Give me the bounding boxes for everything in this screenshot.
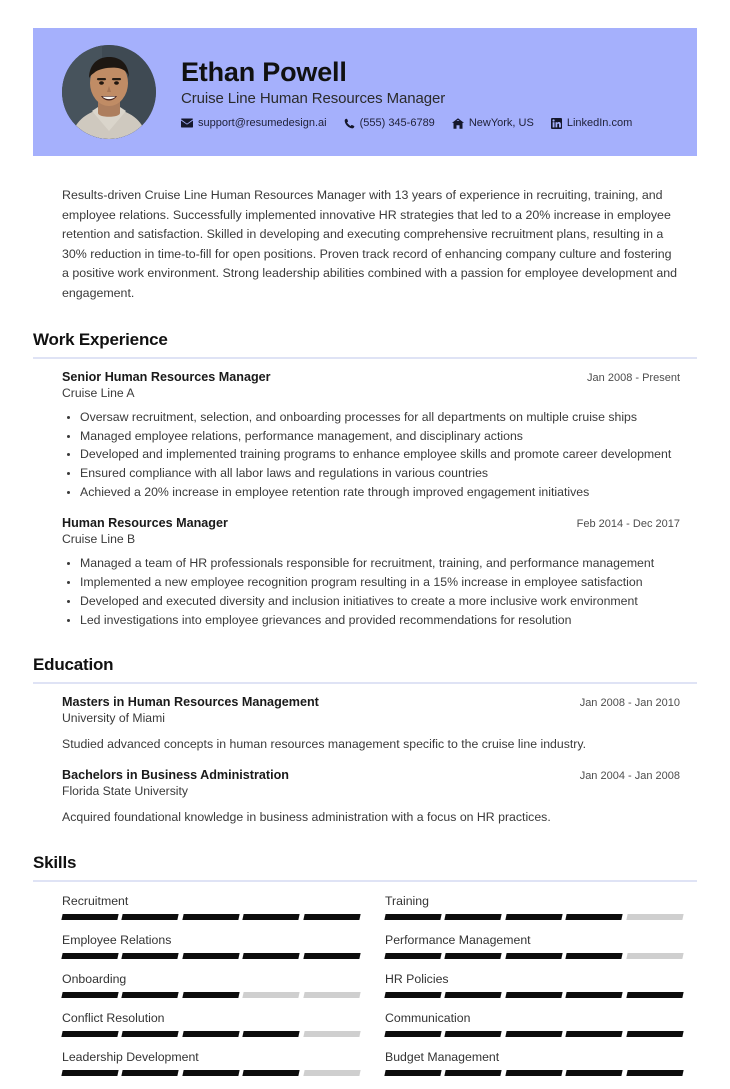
skill-rating-bar bbox=[62, 1070, 360, 1076]
resume-body bbox=[0, 156, 730, 1089]
section-skills bbox=[0, 853, 730, 1089]
skill-item bbox=[62, 1050, 360, 1089]
skill-name: Conflict Resolution bbox=[62, 1010, 165, 1025]
skill-item bbox=[62, 1011, 360, 1050]
skill-rating-segment bbox=[505, 1031, 563, 1037]
skill-name: Recruitment bbox=[62, 893, 129, 908]
skill-rating-segment bbox=[61, 1070, 119, 1076]
professional-summary: Results-driven Cruise Line Human Resources Manager with 13 years of experience in recruiting, training, and employee relations. Successfully implemented innovative HR strategies that led to a 20% increase in employee retention and satisfaction. Skilled in developing and executing comprehensive recruitment plans, resulting in a 30% reduction in time-to-fill for open positions. Proven track record of enhancing company culture and fostering a positive work environment. Strong leadership abilities combined with a passion for employee development and engagement. bbox=[62, 188, 678, 300]
skill-rating-segment bbox=[182, 914, 240, 920]
education-entry-description: Acquired foundational knowledge in business administration with a focus on HR practices. bbox=[62, 809, 551, 824]
section-heading-education: Education bbox=[33, 655, 114, 675]
list-item: Oversaw recruitment, selection, and onboarding processes for all departments on multiple cruise ships bbox=[62, 409, 680, 426]
list-item: Managed employee relations, performance management, and disciplinary actions bbox=[62, 428, 680, 445]
education-entry-date: Jan 2004 - Jan 2008 bbox=[579, 769, 680, 782]
skill-rating-segment bbox=[303, 992, 361, 998]
skill-name: Performance Management bbox=[385, 932, 531, 947]
skill-name: Communication bbox=[385, 1010, 471, 1025]
skill-rating-segment bbox=[243, 953, 301, 959]
skill-item bbox=[62, 894, 360, 933]
skill-rating-segment bbox=[445, 1031, 503, 1037]
section-heading-work-experience: Work Experience bbox=[33, 329, 168, 349]
contact-phone-text: (555) 345-6789 bbox=[359, 117, 435, 130]
skill-rating-bar bbox=[62, 1031, 360, 1037]
skill-rating-segment bbox=[122, 1070, 180, 1076]
section-work-experience bbox=[0, 330, 730, 630]
skill-rating-segment bbox=[384, 953, 442, 959]
education-entry bbox=[0, 768, 730, 827]
skill-rating-segment bbox=[566, 992, 624, 998]
skills-grid bbox=[62, 894, 683, 1089]
job-title: Cruise Line Human Resources Manager bbox=[181, 90, 446, 108]
work-entry-organization: Cruise Line A bbox=[62, 385, 135, 400]
education-entry-degree: Masters in Human Resources Management bbox=[62, 695, 319, 710]
skill-rating-segment bbox=[384, 992, 442, 998]
skill-rating-segment bbox=[566, 1031, 624, 1037]
list-item: Achieved a 20% increase in employee retention rate through improved engagement initiatives bbox=[62, 484, 680, 501]
skill-rating-segment bbox=[566, 914, 624, 920]
work-entry bbox=[0, 370, 730, 502]
skill-rating-segment bbox=[505, 992, 563, 998]
contact-email[interactable] bbox=[181, 117, 327, 129]
skill-rating-segment bbox=[303, 914, 361, 920]
skill-rating-segment bbox=[384, 1031, 442, 1037]
work-entry-bullets bbox=[62, 409, 680, 502]
skill-item bbox=[62, 933, 360, 972]
skill-name: Training bbox=[385, 893, 429, 908]
skill-rating-segment bbox=[61, 953, 119, 959]
list-item: Developed and executed diversity and inclusion initiatives to create a more inclusive work environment bbox=[62, 593, 680, 610]
skill-rating-segment bbox=[445, 914, 503, 920]
skill-rating-bar bbox=[385, 992, 683, 998]
education-entry-description: Studied advanced concepts in human resources management specific to the cruise line industry. bbox=[62, 737, 587, 752]
skill-rating-segment bbox=[243, 1070, 301, 1076]
skill-rating-segment bbox=[445, 992, 503, 998]
skill-name: Onboarding bbox=[62, 971, 127, 986]
skill-rating-segment bbox=[505, 953, 563, 959]
skill-rating-bar bbox=[62, 953, 360, 959]
skill-rating-segment bbox=[182, 1070, 240, 1076]
skill-rating-bar bbox=[385, 953, 683, 959]
skill-rating-segment bbox=[122, 1031, 180, 1037]
skill-item bbox=[385, 1050, 683, 1089]
envelope-icon bbox=[181, 118, 193, 128]
resume-header-banner bbox=[33, 28, 697, 156]
work-entry-role: Human Resources Manager bbox=[62, 515, 228, 530]
work-entry-bullets bbox=[62, 555, 680, 629]
skill-rating-segment bbox=[626, 1031, 684, 1037]
phone-icon bbox=[344, 118, 355, 129]
skill-rating-segment bbox=[626, 953, 684, 959]
skill-rating-segment bbox=[182, 1031, 240, 1037]
contact-location-text: NewYork, US bbox=[468, 117, 534, 130]
identity-block bbox=[181, 55, 632, 129]
work-entry bbox=[0, 516, 730, 629]
skill-item bbox=[385, 894, 683, 933]
skill-rating-segment bbox=[566, 953, 624, 959]
skill-rating-segment bbox=[445, 953, 503, 959]
contact-linkedin-text: LinkedIn.com bbox=[566, 117, 633, 130]
contact-linkedin[interactable] bbox=[551, 117, 632, 129]
skill-rating-segment bbox=[122, 992, 180, 998]
skill-item bbox=[385, 1011, 683, 1050]
skill-rating-segment bbox=[303, 953, 361, 959]
section-education bbox=[0, 655, 730, 827]
list-item: Managed a team of HR professionals responsible for recruitment, training, and performance management bbox=[62, 555, 680, 572]
skill-rating-segment bbox=[303, 1070, 361, 1076]
skill-rating-segment bbox=[61, 992, 119, 998]
education-entry-date: Jan 2008 - Jan 2010 bbox=[579, 697, 680, 710]
skill-rating-segment bbox=[243, 914, 301, 920]
skill-rating-segment bbox=[384, 914, 442, 920]
contact-location[interactable] bbox=[452, 117, 534, 129]
skill-rating-segment bbox=[566, 1070, 624, 1076]
skill-name: Budget Management bbox=[385, 1049, 500, 1064]
work-entry-date: Jan 2008 - Present bbox=[587, 371, 680, 384]
skill-rating-segment bbox=[505, 1070, 563, 1076]
education-entry-school: University of Miami bbox=[62, 711, 165, 726]
work-entry-organization: Cruise Line B bbox=[62, 531, 136, 546]
skill-rating-segment bbox=[445, 1070, 503, 1076]
skill-rating-segment bbox=[182, 992, 240, 998]
list-item: Implemented a new employee recognition program resulting in a 15% increase in employee satisfaction bbox=[62, 574, 680, 591]
linkedin-icon bbox=[551, 118, 562, 129]
skill-rating-segment bbox=[303, 1031, 361, 1037]
skill-rating-bar bbox=[62, 914, 360, 920]
skill-rating-segment bbox=[384, 1070, 442, 1076]
skill-rating-segment bbox=[626, 992, 684, 998]
skill-rating-segment bbox=[61, 1031, 119, 1037]
work-entry-role: Senior Human Resources Manager bbox=[62, 369, 271, 384]
skill-rating-bar bbox=[385, 1070, 683, 1076]
section-divider bbox=[33, 682, 697, 684]
skill-rating-segment bbox=[626, 914, 684, 920]
skill-item bbox=[385, 972, 683, 1011]
list-item: Developed and implemented training programs to enhance employee skills and promote career development bbox=[62, 446, 680, 463]
skill-rating-segment bbox=[122, 953, 180, 959]
skill-rating-bar bbox=[385, 914, 683, 920]
education-entry bbox=[0, 695, 730, 754]
skill-rating-segment bbox=[243, 1031, 301, 1037]
home-icon bbox=[452, 118, 464, 129]
section-divider bbox=[33, 880, 697, 882]
skill-rating-segment bbox=[122, 914, 180, 920]
skill-item bbox=[385, 933, 683, 972]
skill-item bbox=[62, 972, 360, 1011]
section-heading-skills: Skills bbox=[33, 852, 77, 872]
contact-email-text: support@resumedesign.ai bbox=[198, 117, 327, 130]
skill-rating-segment bbox=[61, 914, 119, 920]
education-entry-school: Florida State University bbox=[62, 783, 188, 798]
list-item: Ensured compliance with all labor laws and regulations in various countries bbox=[62, 465, 680, 482]
section-divider bbox=[33, 357, 697, 359]
education-entry-degree: Bachelors in Business Administration bbox=[62, 767, 289, 782]
skill-rating-segment bbox=[182, 953, 240, 959]
list-item: Led investigations into employee grievances and provided recommendations for resolution bbox=[62, 612, 680, 629]
page-title: Ethan Powell bbox=[181, 56, 347, 87]
skill-name: Employee Relations bbox=[62, 932, 172, 947]
contact-row bbox=[181, 117, 632, 129]
skill-name: Leadership Development bbox=[62, 1049, 199, 1064]
skill-rating-segment bbox=[243, 992, 301, 998]
skill-rating-bar bbox=[385, 1031, 683, 1037]
skill-rating-bar bbox=[62, 992, 360, 998]
skill-name: HR Policies bbox=[385, 971, 449, 986]
skill-rating-segment bbox=[505, 914, 563, 920]
avatar bbox=[62, 45, 156, 139]
contact-phone[interactable] bbox=[344, 117, 435, 129]
skill-rating-segment bbox=[626, 1070, 684, 1076]
work-entry-date: Feb 2014 - Dec 2017 bbox=[576, 517, 680, 530]
